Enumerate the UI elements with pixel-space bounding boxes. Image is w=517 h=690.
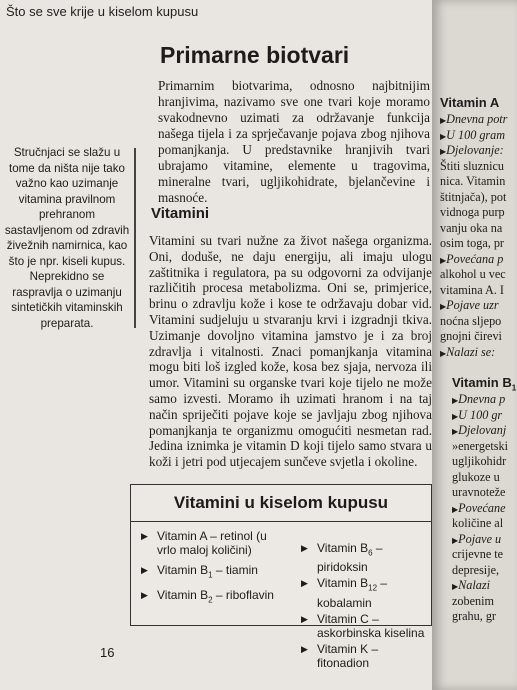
right-page-line: grahu, gr bbox=[452, 609, 496, 623]
right-page-line: alkohol u vec bbox=[440, 267, 506, 281]
right-page-line: ▶ Povećana p bbox=[440, 252, 517, 268]
right-page-line: ▶ Dnevna potr bbox=[440, 112, 517, 128]
right-page-line: osim toga, pr bbox=[440, 236, 504, 250]
side-divider bbox=[134, 148, 136, 328]
right-page-line: ▶ U 100 gram bbox=[440, 128, 517, 144]
right-page-line: gnojni čirevi bbox=[440, 329, 502, 343]
right-page-line: depresije, bbox=[452, 562, 500, 577]
section-title: Vitamini bbox=[151, 205, 210, 222]
side-quote: Stručnjaci se slažu u tome da ništa nije tako važno kao uzimanje vitamina pravilnom prehranom sastavljenom od zdravih živežnih namirnica, kao što je npr. kiseli kupus. Neprekidno se raspravlja o uzimanju sintetičkih vitaminskih preparata. bbox=[4, 146, 130, 330]
intro-paragraph: Primarnim biotvarima, odnosno najbitnijim hranjivima, nazivamo sve one tvari koje moramo svakodnevno uzimati za održavanje funkcija našega tijela i za sprječavanje pojava zbog njihova pomanjkanja. U predstavnike hranjivih tvari ubrajamo vitamine, elemente u tragovima, mineralne tvari, ugljikohidrate, bjelančevine i masnoće. bbox=[158, 78, 430, 205]
right-page-line: glukoze u bbox=[452, 469, 500, 484]
page-title: Primarne biotvari bbox=[160, 42, 350, 68]
right-page-line: količine al bbox=[452, 516, 504, 530]
right-page-line: štitnjača), pot bbox=[440, 189, 507, 204]
right-page-line: ▶ Povećane bbox=[452, 501, 517, 517]
right-page-line: ▶ Pojave u bbox=[452, 532, 517, 548]
vitamin-a-lines bbox=[440, 112, 517, 360]
vitamin-box bbox=[130, 484, 432, 670]
right-page-line: ▶ Nalazi bbox=[452, 578, 517, 594]
vitamin-item: ▶ Vitamin C – askorbinska kiselina bbox=[301, 612, 429, 640]
right-page-line: ▶ U 100 gr bbox=[452, 408, 517, 424]
page-number: 16 bbox=[100, 645, 115, 660]
vitamin-item: ▶ Vitamin K – fitonadion bbox=[301, 642, 429, 670]
vitamin-item: ▶ Vitamin $B_{12}$ – kobalamin bbox=[301, 576, 429, 609]
right-page-line: zobenim bbox=[452, 593, 494, 608]
running-header: Što se sve krije u kiselom kupusu bbox=[6, 4, 199, 19]
right-page-line: ▶ Pojave uzr bbox=[440, 298, 517, 314]
right-page-line: vidnoga purp bbox=[440, 205, 505, 219]
vitamin-item: ▶ Vitamin $B_1$ – tiamin bbox=[141, 563, 286, 582]
vitamin-item: ▶ Vitamin A – retinol (u vrlo maloj količini) bbox=[141, 529, 286, 557]
right-page-line: ▶ Nalazi se: bbox=[440, 345, 517, 361]
body-paragraph: Vitamini su tvari nužne za život našega organizma. Oni, doduše, ne daju energiju, ali imaju ulogu zaštitnika i regulatora, pa su odgovorni za odvijanje različitih procesa metabolizma. Oni se, primjerice, brinu o zdravlju kože i kose te održavaju dobar vid. Vitamini sudjeluju u stvaranju krvi i izgradnji tkiva. Uzimanje dovoljno vitamina jamstvo je i za broj zdravlja i vitalnosti. Znaci pomanjkanja vitamina mogu biti loš izgled kože, kosa bez sjaja, nervoza ili umor. Vitamini su organske tvari koje tijelo ne može samo izvesti. Moramo ih uzimati hranom i na taj način spriječiti pojave koje se javljaju zbog njihova pomanjkanja te organizmu omogućiti nesmetan rad. Jedina iznimka je vitamin D koji tijelo samo stvara u koži i jetri pod utjecajem sunčeve svjetla i okoline. bbox=[149, 233, 432, 470]
right-page-line: ▶ Djelovanje: bbox=[440, 143, 517, 159]
vitamin-b1-heading: Vitamin $B_1$ bbox=[452, 375, 517, 393]
right-page-line: »energetski bbox=[452, 438, 508, 453]
vitamin-list-right bbox=[301, 541, 429, 672]
vitamin-item: ▶ Vitamin $B_6$ – piridoksin bbox=[301, 541, 429, 574]
right-page-line: vanju oka na bbox=[440, 220, 503, 235]
vitamin-a-heading: Vitamin A bbox=[440, 95, 500, 110]
vitamin-item: ▶ Vitamin $B_2$ – riboflavin bbox=[141, 588, 286, 607]
right-page-line: Štiti sluznicu bbox=[440, 158, 504, 173]
right-page-line: vitamina A. I bbox=[440, 282, 504, 297]
right-page-line: noćna sljepo bbox=[440, 313, 502, 328]
vitamin-list-left bbox=[141, 529, 286, 614]
right-page-line: ugljikohidr bbox=[452, 454, 507, 468]
right-page-line: uravnoteže bbox=[452, 485, 506, 499]
right-page-line: crijevne te bbox=[452, 547, 504, 561]
vitamin-box-title: Vitamini u kiselom kupusu bbox=[131, 485, 431, 522]
right-page-line: ▶ Dnevna p bbox=[452, 392, 517, 408]
vitamin-b1-lines bbox=[452, 392, 517, 625]
right-page-line: nica. Vitamin bbox=[440, 174, 506, 188]
right-page-line: ▶ Djelovanj bbox=[452, 423, 517, 439]
